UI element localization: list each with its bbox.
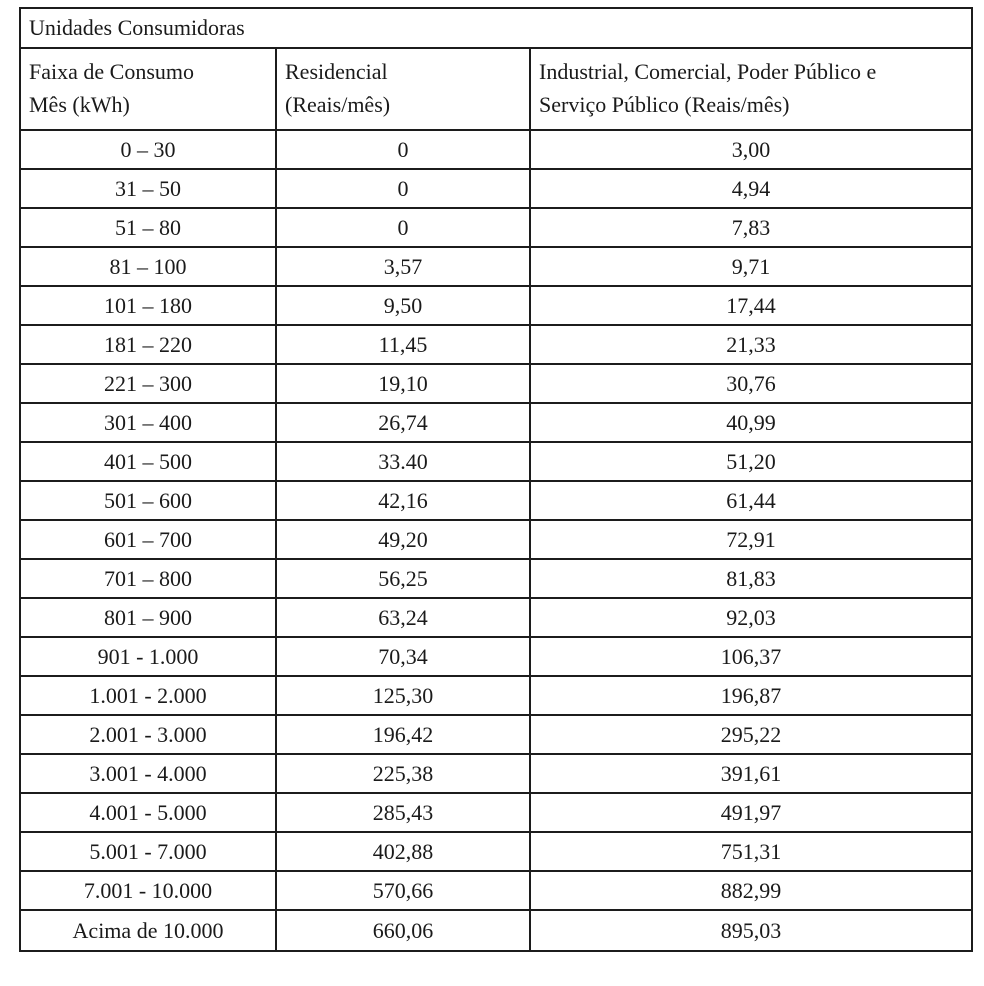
cell-residencial: 285,43	[276, 793, 530, 832]
header-industrial-line-2: Serviço Público (Reais/mês)	[539, 92, 790, 117]
header-residencial-line-2: (Reais/mês)	[285, 92, 391, 117]
cell-residencial: 0	[276, 130, 530, 169]
cell-industrial: 106,37	[530, 637, 972, 676]
table-row	[20, 910, 972, 951]
cell-residencial: 63,24	[276, 598, 530, 637]
cell-residencial: 225,38	[276, 754, 530, 793]
cell-industrial: 72,91	[530, 520, 972, 559]
cell-residencial: 0	[276, 208, 530, 247]
cell-residencial: 19,10	[276, 364, 530, 403]
table-row	[20, 871, 972, 910]
cell-faixa: 7.001 - 10.000	[20, 871, 276, 910]
cell-industrial: 196,87	[530, 676, 972, 715]
cell-industrial: 40,99	[530, 403, 972, 442]
table-row	[20, 169, 972, 208]
cell-residencial: 3,57	[276, 247, 530, 286]
cell-residencial: 26,74	[276, 403, 530, 442]
cell-faixa: 101 – 180	[20, 286, 276, 325]
cell-industrial: 391,61	[530, 754, 972, 793]
header-faixa-consumo	[20, 48, 276, 130]
table-row	[20, 286, 972, 325]
tariff-table-body	[20, 8, 972, 951]
header-residencial-line-1: Residencial	[285, 59, 388, 84]
table-row	[20, 793, 972, 832]
cell-industrial: 895,03	[530, 910, 972, 951]
cell-faixa: 601 – 700	[20, 520, 276, 559]
cell-residencial: 9,50	[276, 286, 530, 325]
cell-industrial: 751,31	[530, 832, 972, 871]
table-row	[20, 247, 972, 286]
header-industrial-line-1: Industrial, Comercial, Poder Público e	[539, 59, 877, 84]
table-row	[20, 559, 972, 598]
cell-residencial: 42,16	[276, 481, 530, 520]
cell-faixa: 51 – 80	[20, 208, 276, 247]
table-row	[20, 208, 972, 247]
cell-industrial: 491,97	[530, 793, 972, 832]
table-row	[20, 364, 972, 403]
cell-faixa: Acima de 10.000	[20, 910, 276, 951]
cell-industrial: 30,76	[530, 364, 972, 403]
header-industrial-comercial	[530, 48, 972, 130]
cell-faixa: 1.001 - 2.000	[20, 676, 276, 715]
table-row	[20, 598, 972, 637]
table-row	[20, 676, 972, 715]
table-row	[20, 637, 972, 676]
cell-faixa: 401 – 500	[20, 442, 276, 481]
table-row	[20, 754, 972, 793]
table-header-row	[20, 48, 972, 130]
cell-faixa: 31 – 50	[20, 169, 276, 208]
cell-faixa: 5.001 - 7.000	[20, 832, 276, 871]
cell-faixa: 301 – 400	[20, 403, 276, 442]
cell-industrial: 9,71	[530, 247, 972, 286]
cell-faixa: 701 – 800	[20, 559, 276, 598]
table-row	[20, 130, 972, 169]
cell-residencial: 196,42	[276, 715, 530, 754]
cell-industrial: 81,83	[530, 559, 972, 598]
cell-residencial: 402,88	[276, 832, 530, 871]
table-row	[20, 481, 972, 520]
cell-industrial: 882,99	[530, 871, 972, 910]
cell-faixa: 3.001 - 4.000	[20, 754, 276, 793]
table-row	[20, 715, 972, 754]
header-residencial	[276, 48, 530, 130]
tariff-table	[19, 7, 973, 952]
cell-faixa: 2.001 - 3.000	[20, 715, 276, 754]
cell-faixa: 0 – 30	[20, 130, 276, 169]
table-row	[20, 832, 972, 871]
cell-residencial: 33.40	[276, 442, 530, 481]
header-faixa-line-2: Mês (kWh)	[29, 92, 130, 117]
cell-industrial: 61,44	[530, 481, 972, 520]
table-row	[20, 403, 972, 442]
cell-industrial: 17,44	[530, 286, 972, 325]
cell-faixa: 801 – 900	[20, 598, 276, 637]
cell-residencial: 660,06	[276, 910, 530, 951]
cell-industrial: 3,00	[530, 130, 972, 169]
cell-faixa: 221 – 300	[20, 364, 276, 403]
table-title: Unidades Consumidoras	[20, 8, 972, 48]
cell-industrial: 51,20	[530, 442, 972, 481]
cell-industrial: 7,83	[530, 208, 972, 247]
cell-faixa: 81 – 100	[20, 247, 276, 286]
cell-industrial: 21,33	[530, 325, 972, 364]
cell-residencial: 70,34	[276, 637, 530, 676]
cell-faixa: 501 – 600	[20, 481, 276, 520]
table-row	[20, 325, 972, 364]
cell-industrial: 92,03	[530, 598, 972, 637]
cell-faixa: 4.001 - 5.000	[20, 793, 276, 832]
cell-industrial: 4,94	[530, 169, 972, 208]
cell-residencial: 570,66	[276, 871, 530, 910]
cell-residencial: 0	[276, 169, 530, 208]
cell-residencial: 125,30	[276, 676, 530, 715]
cell-faixa: 181 – 220	[20, 325, 276, 364]
cell-faixa: 901 - 1.000	[20, 637, 276, 676]
cell-residencial: 56,25	[276, 559, 530, 598]
table-row	[20, 442, 972, 481]
cell-residencial: 11,45	[276, 325, 530, 364]
table-title-row	[20, 8, 972, 48]
cell-industrial: 295,22	[530, 715, 972, 754]
table-row	[20, 520, 972, 559]
cell-residencial: 49,20	[276, 520, 530, 559]
header-faixa-line-1: Faixa de Consumo	[29, 59, 194, 84]
